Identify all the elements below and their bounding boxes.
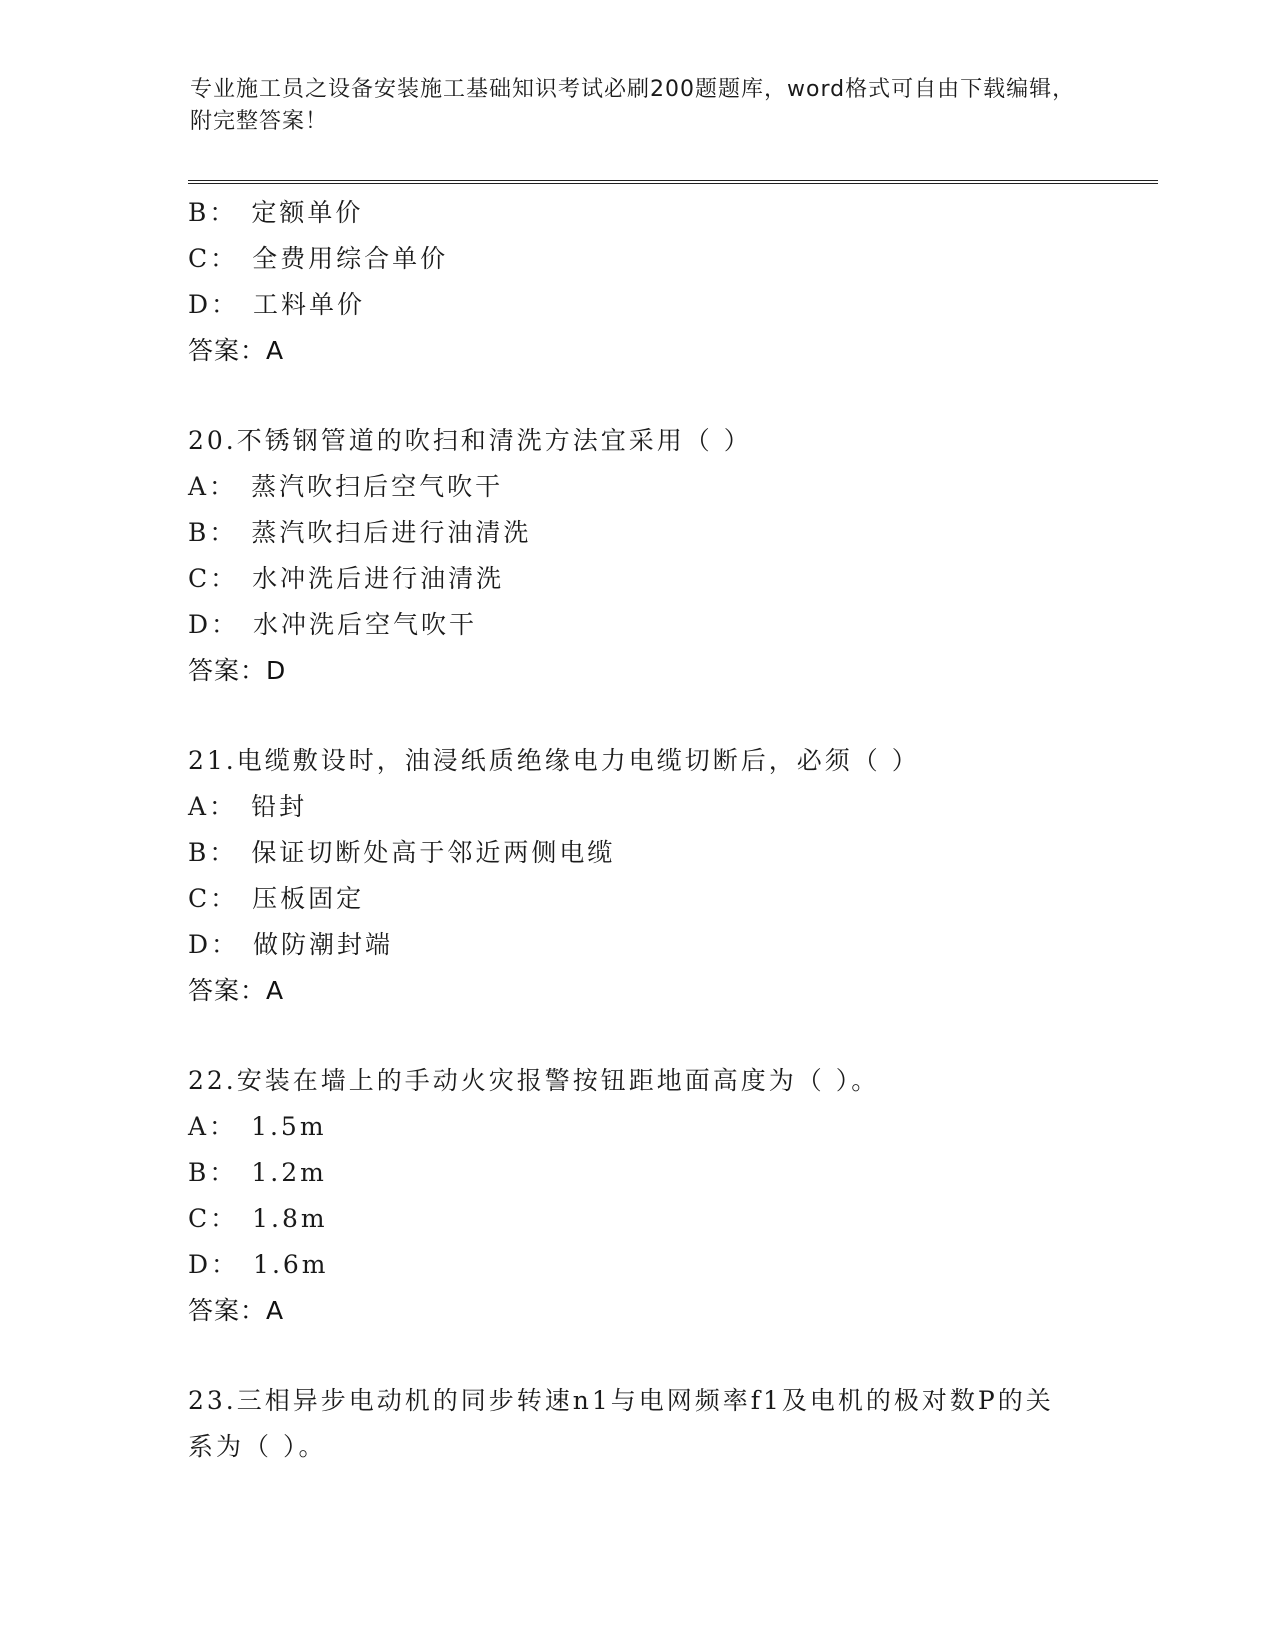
option-label: C： [188,244,239,273]
answer-value: A [266,976,285,1005]
option-label: B： [188,1158,238,1187]
question-list [188,190,1158,1470]
option-text: 全费用综合单价 [252,244,449,273]
option-label: D： [188,290,240,319]
answer-value: D [266,656,287,685]
option-text: 定额单价 [251,198,364,227]
option-text: 1.5m [251,1112,327,1141]
option-line [188,1196,1158,1242]
option-line [188,190,1158,236]
option-text: 水冲洗后进行油清洗 [252,564,505,593]
option-label: D： [188,930,240,959]
answer-label: 答案： [188,336,267,365]
option-line [188,784,1158,830]
option-line [188,510,1158,556]
header-divider [188,180,1158,184]
option-line [188,236,1158,282]
option-line [188,282,1158,328]
option-line [188,1242,1158,1288]
option-text: 做防潮封端 [253,930,394,959]
option-text: 水冲洗后空气吹干 [253,610,478,639]
option-label: C： [188,564,239,593]
option-label: A： [188,1112,238,1141]
spacer [188,694,1158,738]
option-label: A： [188,792,238,821]
option-label: B： [188,838,238,867]
answer-line [188,648,1158,694]
question-stem: 21.电缆敷设时，油浸纸质绝缘电力电缆切断后，必须（ ） [188,746,920,775]
option-label: A： [188,472,238,501]
answer-line [188,1288,1158,1334]
answer-value: A [266,1296,285,1325]
option-text: 保证切断处高于邻近两侧电缆 [251,838,616,867]
option-text: 1.6m [253,1250,329,1279]
option-text: 1.8m [252,1204,328,1233]
option-line [188,830,1158,876]
question-stem: 22.安装在墙上的手动火灾报警按钮距地面高度为（ ）。 [188,1066,880,1095]
option-line [188,922,1158,968]
option-label: B： [188,198,238,227]
option-label: C： [188,884,239,913]
answer-label: 答案： [188,976,267,1005]
option-line [188,1104,1158,1150]
answer-label: 答案： [188,1296,267,1325]
option-text: 蒸汽吹扫后进行油清洗 [251,518,532,547]
answer-value: A [266,336,285,365]
option-text: 蒸汽吹扫后空气吹干 [251,472,504,501]
option-text: 压板固定 [252,884,365,913]
option-text: 1.2m [251,1158,327,1187]
answer-line [188,328,1158,374]
option-line [188,876,1158,922]
option-label: D： [188,1250,240,1279]
option-line [188,464,1158,510]
option-label: D： [188,610,240,639]
option-line [188,556,1158,602]
answer-line [188,968,1158,1014]
document-header-title: 专业施工员之设备安装施工基础知识考试必刷200题题库，word格式可自由下载编辑，附完整答案！ [190,77,1076,134]
spacer [188,1334,1158,1378]
option-line [188,1150,1158,1196]
option-label: C： [188,1204,239,1233]
question-stem: 20.不锈钢管道的吹扫和清洗方法宜采用（ ） [188,426,752,455]
answer-label: 答案： [188,656,267,685]
option-label: B： [188,518,238,547]
question-stem: 23.三相异步电动机的同步转速n1与电网频率f1及电机的极对数P的关系为（ ）。 [188,1386,1054,1461]
spacer [188,374,1158,418]
option-text: 工料单价 [253,290,366,319]
option-text: 铅封 [251,792,308,821]
option-line [188,602,1158,648]
spacer [188,1014,1158,1058]
